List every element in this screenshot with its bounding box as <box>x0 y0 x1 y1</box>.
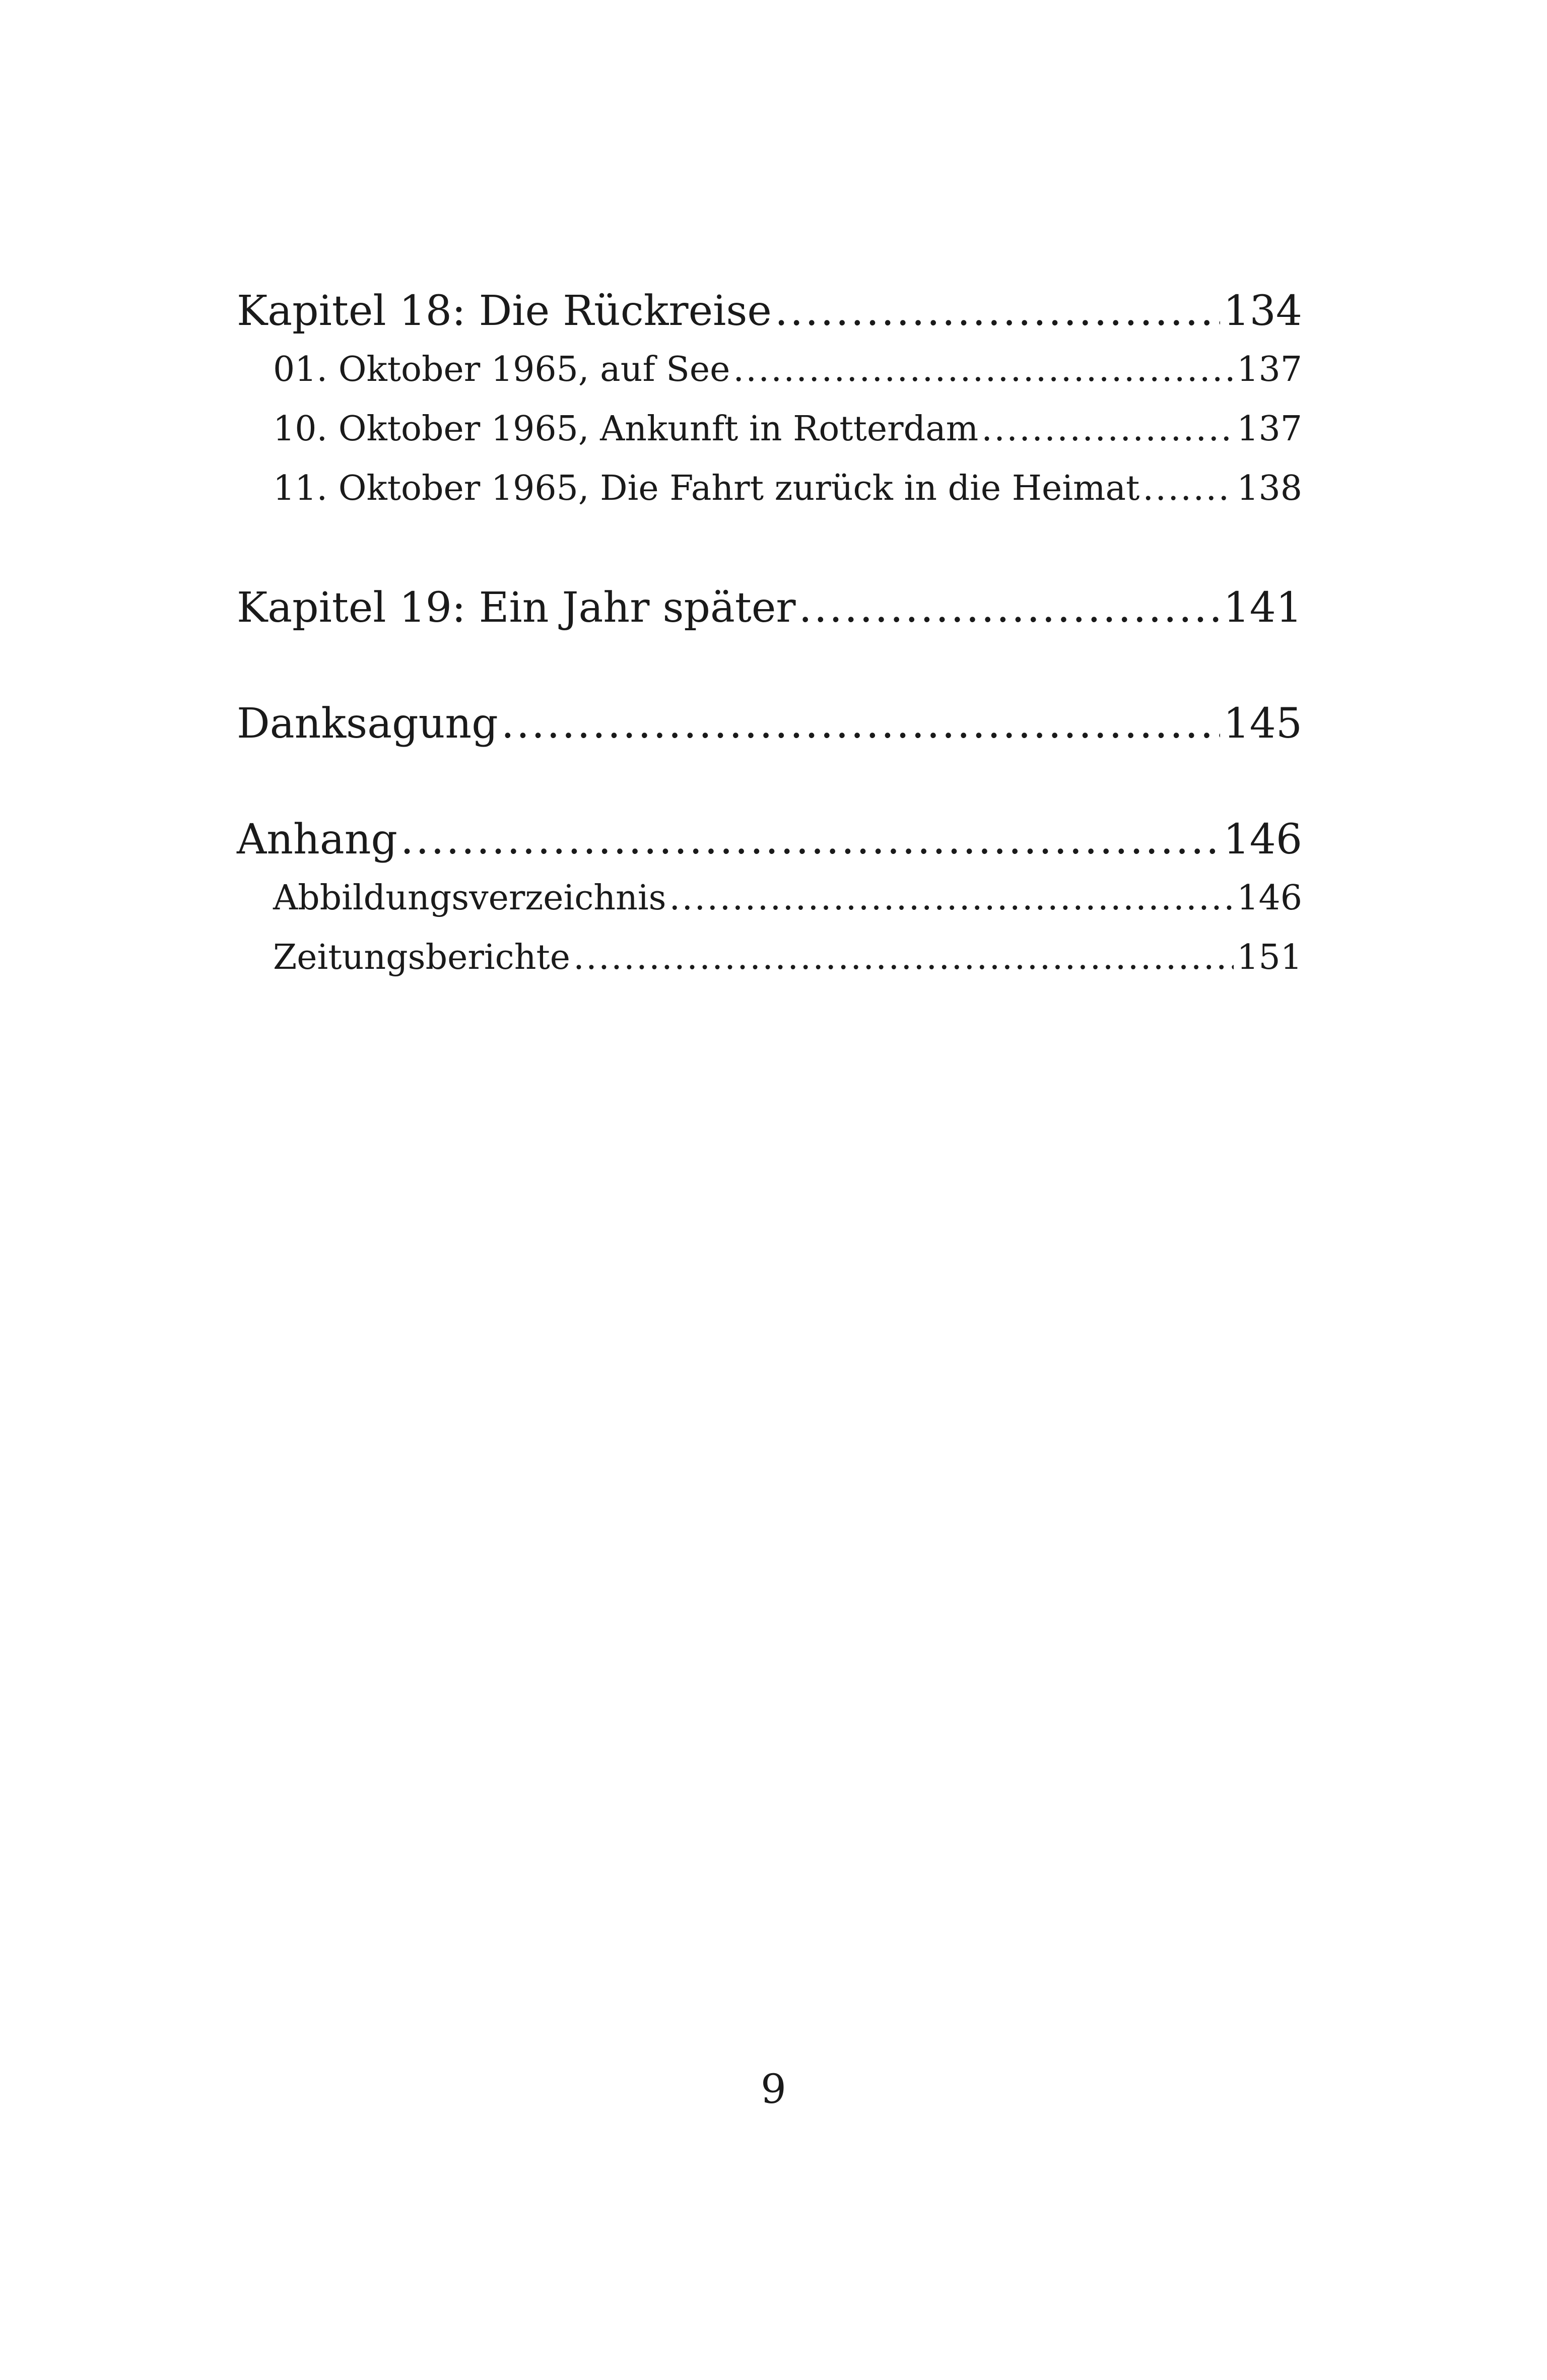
leader-dots <box>669 869 1234 928</box>
toc-entry-label: 01. Oktober 1965, auf See <box>273 350 730 389</box>
toc-entry-label: 10. Oktober 1965, Ankunft in Rotterdam <box>273 409 979 449</box>
toc-entry-page: 151 <box>1237 938 1302 977</box>
toc-entry-label: Zeitungsberichte <box>273 938 571 977</box>
page-number: 9 <box>761 2066 786 2112</box>
toc-entry-anhang <box>237 811 1302 869</box>
toc-entry-page: 146 <box>1223 816 1302 864</box>
leader-dots <box>573 928 1234 987</box>
toc-entry-label: Kapitel 18: Die Rückreise <box>237 287 772 335</box>
leader-dots <box>981 400 1234 459</box>
section-gap <box>237 637 1302 695</box>
toc-entry-label: Anhang <box>237 816 398 864</box>
leader-dots <box>775 282 1221 340</box>
leader-dots <box>400 811 1220 869</box>
toc-entry-page: 138 <box>1237 469 1302 508</box>
toc-entry-kapitel-18 <box>237 282 1302 340</box>
toc-entry-label: 11. Oktober 1965, Die Fahrt zurück in die Heimat <box>273 469 1140 508</box>
toc-entry-01-oktober <box>237 340 1302 400</box>
section-gap <box>237 753 1302 811</box>
section-gap <box>237 518 1302 579</box>
toc-entry-page: 137 <box>1237 409 1302 449</box>
toc-entry-page: 146 <box>1237 878 1302 918</box>
leader-dots <box>799 579 1221 637</box>
toc-entry-danksagung <box>237 695 1302 753</box>
toc-entry-page: 134 <box>1223 287 1302 335</box>
toc-entry-10-oktober <box>237 400 1302 459</box>
toc-entry-zeitungsberichte <box>237 928 1302 987</box>
toc-entry-page: 137 <box>1237 350 1302 389</box>
toc-entry-11-oktober <box>237 459 1302 518</box>
leader-dots <box>1142 459 1234 518</box>
table-of-contents <box>237 282 1302 987</box>
toc-entry-page: 141 <box>1223 584 1302 632</box>
leader-dots <box>501 695 1221 753</box>
toc-entry-label: Kapitel 19: Ein Jahr später <box>237 584 796 632</box>
leader-dots <box>733 340 1234 400</box>
toc-entry-label: Abbildungsverzeichnis <box>273 878 666 918</box>
toc-entry-label: Danksagung <box>237 700 498 748</box>
toc-entry-abbildungsverzeichnis <box>237 869 1302 928</box>
toc-entry-kapitel-19 <box>237 579 1302 637</box>
toc-entry-page: 145 <box>1223 700 1302 748</box>
